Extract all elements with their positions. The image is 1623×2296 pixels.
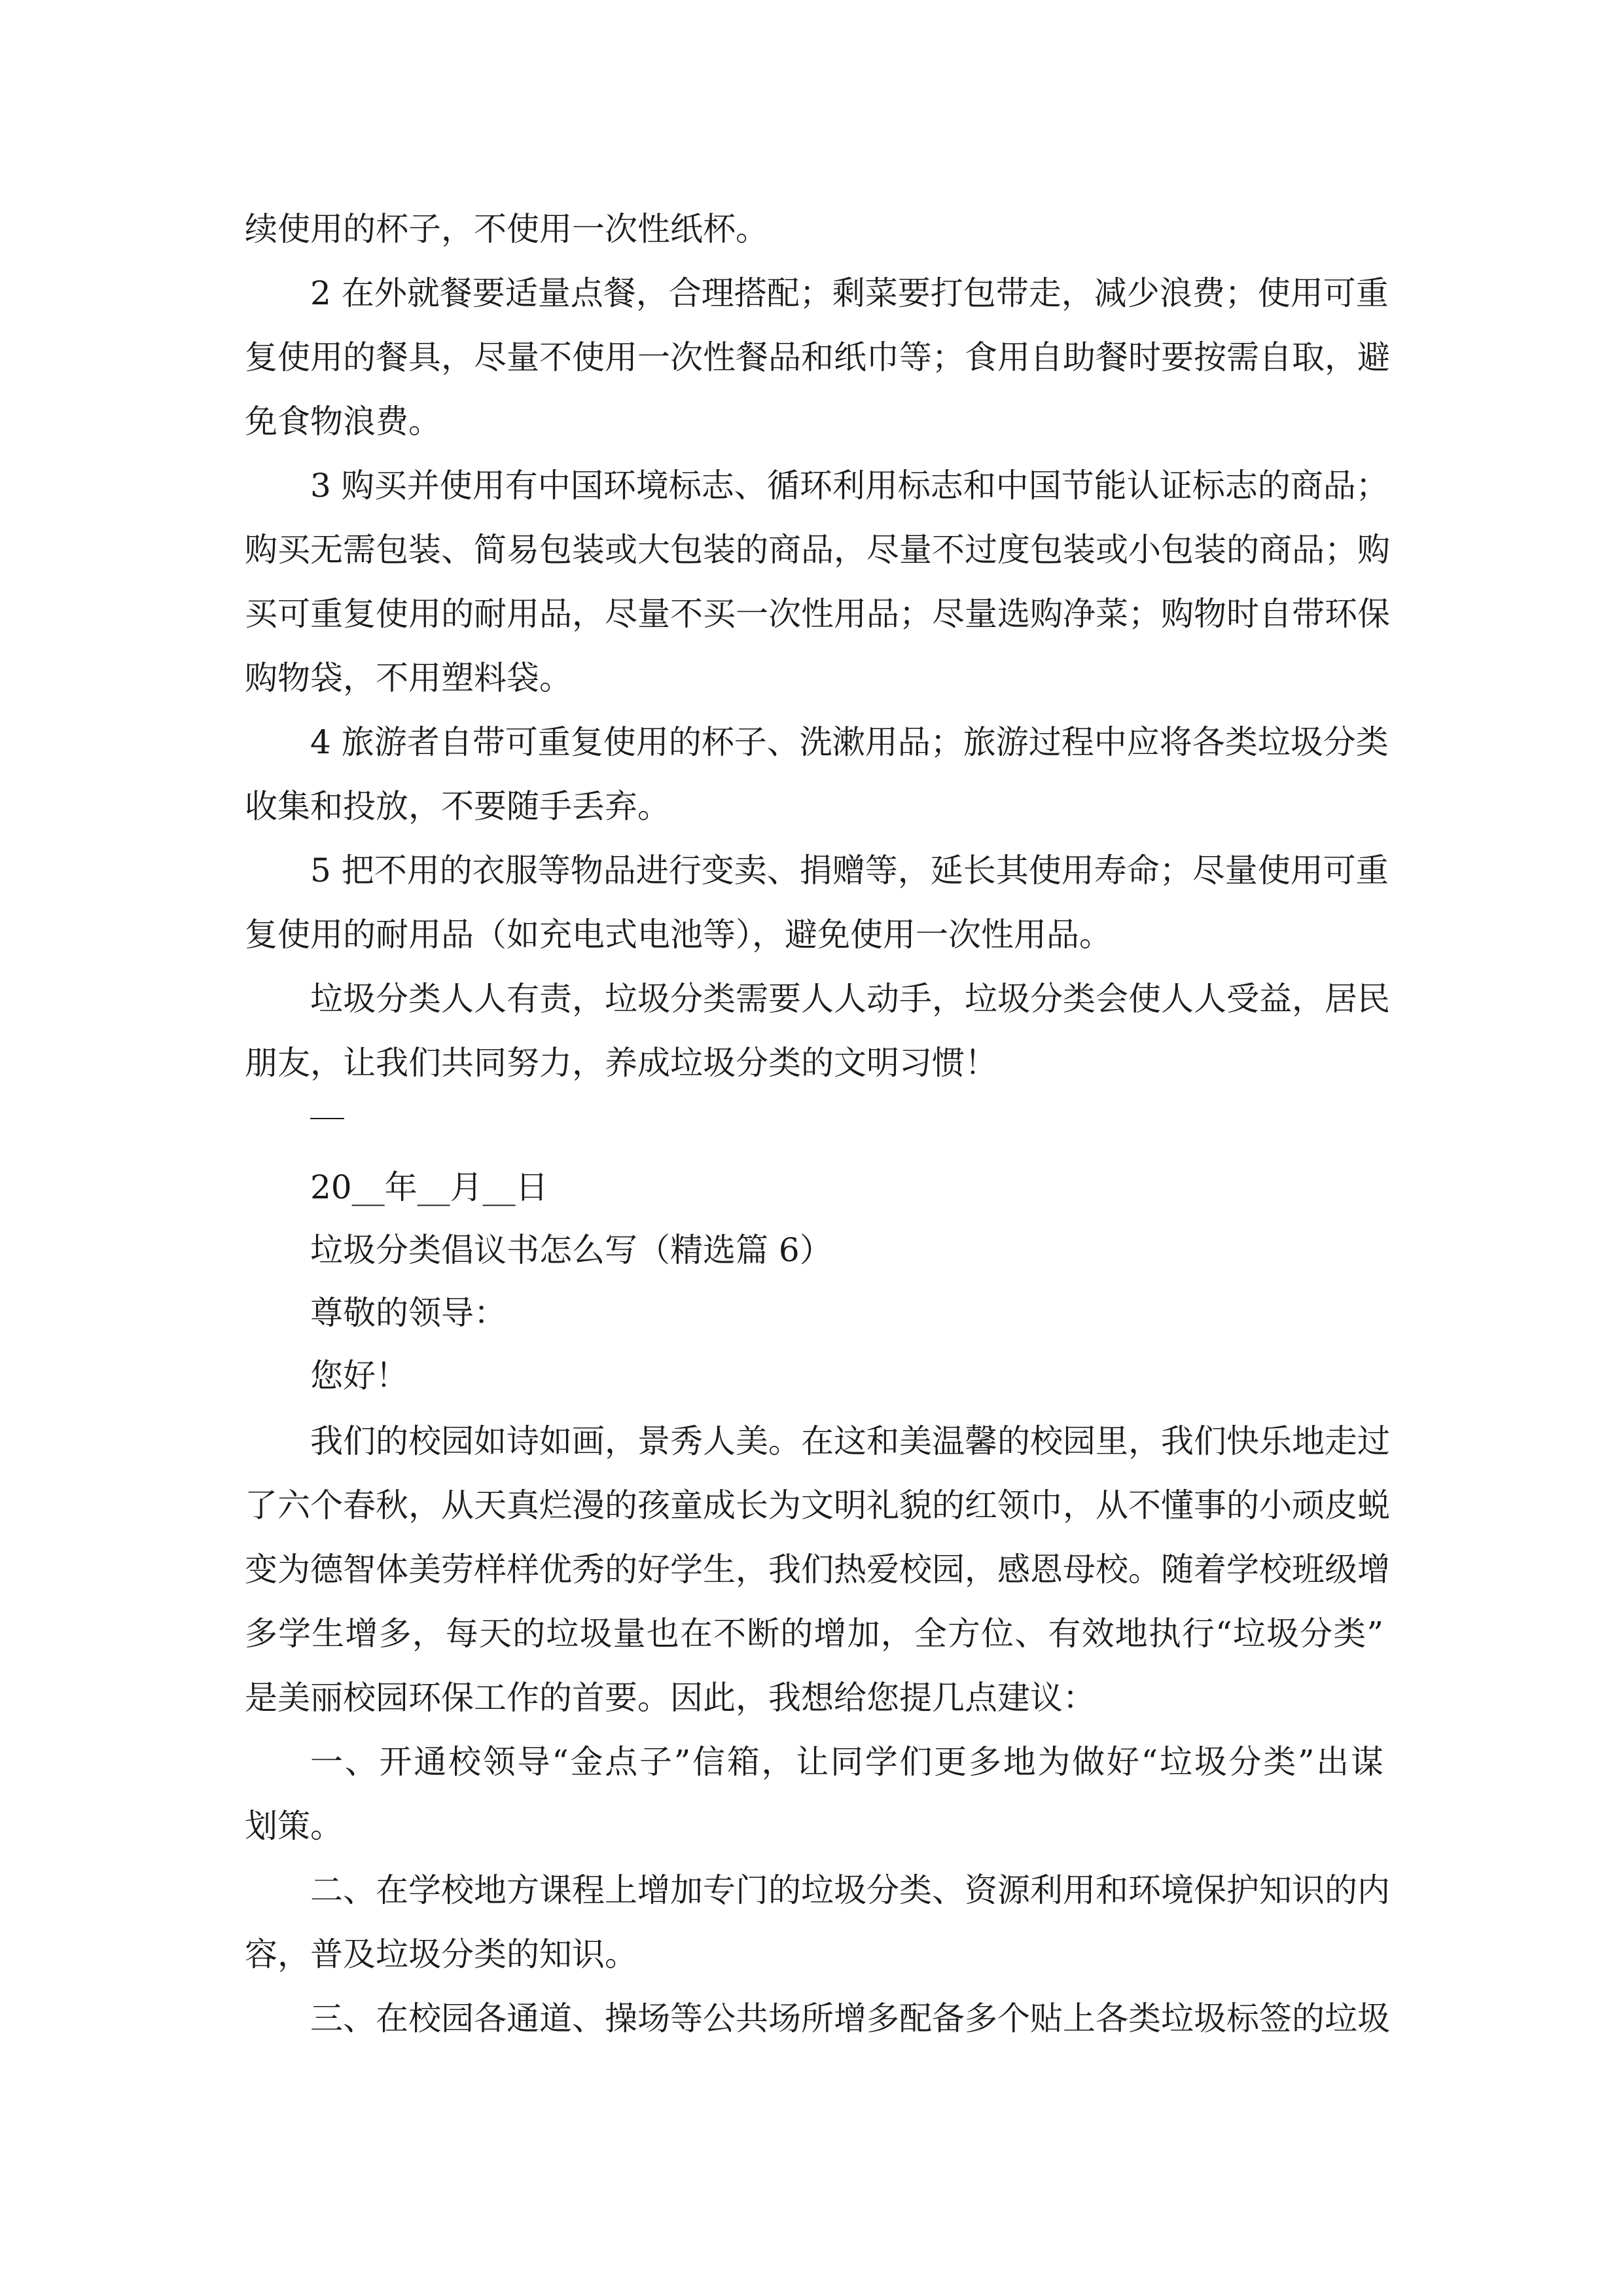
text-line: 2 在外就餐要适量点餐，合理搭配；剩菜要打包带走，减少浪费；使用可重 xyxy=(310,274,1389,312)
greeting: 您好！ xyxy=(310,1357,408,1395)
text-line: 我们的校园如诗如画，景秀人美。在这和美温馨的校园里，我们快乐地走过 xyxy=(310,1422,1390,1460)
text-line: 是美丽校园环保工作的首要。因此，我想给您提几点建议： xyxy=(245,1679,1096,1717)
section-title: 垃圾分类倡议书怎么写（精选篇 6） xyxy=(310,1231,832,1269)
text-line: 多学生增多，每天的垃圾量也在不断的增加，全方位、有效地执行“垃圾分类” xyxy=(245,1615,1383,1653)
text-line: 5 把不用的衣服等物品进行变卖、捐赠等，延长其使用寿命；尽量使用可重 xyxy=(310,852,1389,889)
text-line: 三、在校园各通道、操场等公共场所增多配备多个贴上各类垃圾标签的垃圾 xyxy=(310,2000,1390,2037)
text-line: 一、开通校领导“金点子”信箱，让同学们更多地为做好“垃圾分类”出谋 xyxy=(310,1743,1383,1781)
text-line: 4 旅游者自带可重复使用的杯子、洗漱用品；旅游过程中应将各类垃圾分类 xyxy=(310,723,1389,761)
date-line: 20__年__月__日 xyxy=(310,1168,548,1206)
text-line: 买可重复使用的耐用品，尽量不买一次性用品；尽量选购净菜；购物时自带环保 xyxy=(245,595,1390,633)
text-line: 免食物浪费。 xyxy=(245,403,441,440)
text-line: 划策。 xyxy=(245,1807,343,1845)
salutation: 尊敬的领导： xyxy=(310,1294,507,1332)
text-line: 3 购买并使用有中国环境标志、循环利用标志和中国节能认证标志的商品； xyxy=(310,467,1389,505)
text-line: 了六个春秋，从天真烂漫的孩童成长为文明礼貌的红领巾，从不懂事的小顽皮蜕 xyxy=(245,1486,1390,1524)
text-line: 二、在学校地方课程上增加专门的垃圾分类、资源利用和环境保护知识的内 xyxy=(310,1871,1390,1909)
text-line: 购买无需包装、简易包装或大包装的商品，尽量不过度包装或小包装的商品；购 xyxy=(245,531,1390,569)
text-line: 容，普及垃圾分类的知识。 xyxy=(245,1935,637,1973)
text-line: 复使用的耐用品（如充电式电池等），避免使用一次性用品。 xyxy=(245,916,1112,954)
text-line: 购物袋，不用塑料袋。 xyxy=(245,659,572,697)
text-line: 变为德智体美劳样样优秀的好学生，我们热爱校园，感恩母校。随着学校班级增 xyxy=(245,1551,1390,1588)
text-line: 朋友，让我们共同努力，养成垃圾分类的文明习惯！ xyxy=(245,1044,997,1082)
signature-line xyxy=(310,1118,344,1119)
text-line: 续使用的杯子，不使用一次性纸杯。 xyxy=(245,210,768,248)
text-line: 复使用的餐具，尽量不使用一次性餐品和纸巾等；食用自助餐时要按需自取，避 xyxy=(245,338,1390,376)
text-line: 收集和投放，不要随手丢弃。 xyxy=(245,787,670,825)
text-line: 垃圾分类人人有责，垃圾分类需要人人动手，垃圾分类会使人人受益，居民 xyxy=(310,980,1390,1018)
